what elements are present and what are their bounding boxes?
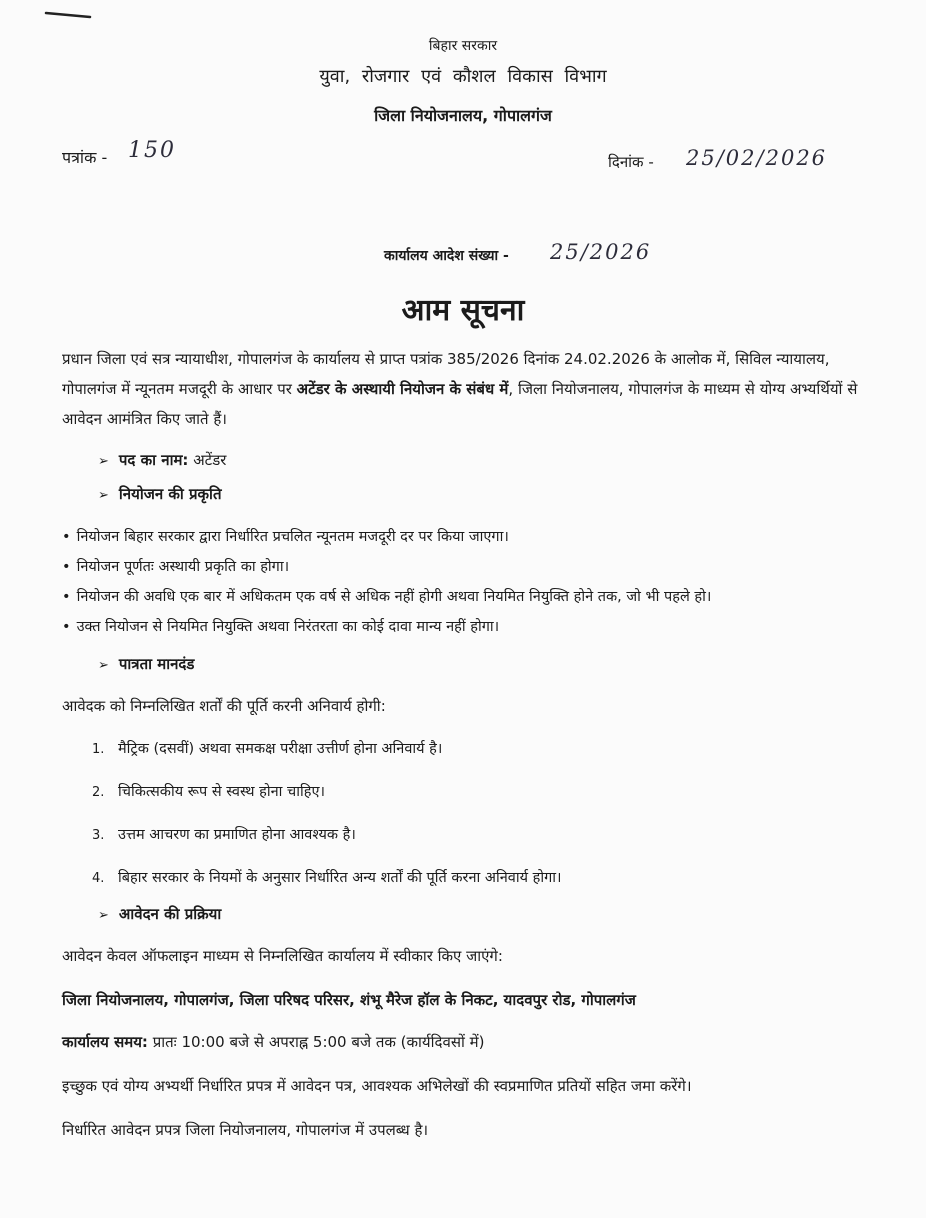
process-heading-text: आवेदन की प्रक्रिया xyxy=(118,905,222,923)
arrow-bullet-icon: ➢ xyxy=(98,908,109,923)
bullet-dot-icon: • xyxy=(62,559,71,575)
nature-heading xyxy=(98,484,222,504)
date-label: दिनांक - xyxy=(608,153,654,171)
intro-text-bold: अटेंडर के अस्थायी नियोजन के संबंध में xyxy=(296,380,509,398)
bullet-dot-icon: • xyxy=(62,529,71,545)
bullet-dot-icon: • xyxy=(62,589,71,605)
arrow-bullet-icon: ➢ xyxy=(98,488,109,503)
eligibility-intro: आवेदक को निम्नलिखित शर्तों की पूर्ति करनी अनिवार्य होगी: xyxy=(62,697,386,715)
government-name: बिहार सरकार xyxy=(428,38,498,54)
eligibility-list xyxy=(92,734,852,906)
list-item-text: नियोजन बिहार सरकार द्वारा निर्धारित प्रचलित न्यूनतम मजदूरी दर पर किया जाएगा। xyxy=(76,529,509,545)
post-name-item xyxy=(98,450,226,470)
post-label: पद का नाम: xyxy=(118,451,189,469)
intro-text-1: प्रधान जिला एवं सत्र न्यायाधीश, गोपालगंज के कार्यालय से प्राप्त पत्रांक 385/2026 दिनांक 24.02.2026 के आलोक में, सिविल न्यायालय, गोपालगंज में न्यूनतम मजदूरी के आधार पर xyxy=(62,350,830,398)
reference-label: पत्रांक - xyxy=(62,148,108,167)
bullet-dot-icon: • xyxy=(62,619,71,635)
pen-stroke-mark xyxy=(44,6,94,20)
list-item-text: चिकित्सकीय रूप से स्वस्थ होना चाहिए। xyxy=(118,784,325,800)
process-heading xyxy=(98,904,221,924)
list-item-text: नियोजन पूर्णतः अस्थायी प्रकृति का होगा। xyxy=(76,559,290,575)
reference-number: 150 xyxy=(128,138,176,163)
arrow-bullet-icon: ➢ xyxy=(98,658,109,673)
list-item xyxy=(62,612,882,642)
list-item-text: बिहार सरकार के नियमों के अनुसार निर्धारित अन्य शर्तों की पूर्ति करना अनिवार्य होगा। xyxy=(118,870,562,886)
nature-heading-text: नियोजन की प्रकृति xyxy=(118,485,222,503)
office-name: जिला नियोजनालय, गोपालगंज xyxy=(374,106,552,125)
date-value: 25/02/2026 xyxy=(686,146,828,170)
list-item-text: नियोजन की अवधि एक बार में अधिकतम एक वर्ष से अधिक नहीं होगी अथवा नियमित नियुक्ति होने तक, जो भी पहले हो। xyxy=(76,589,712,605)
eligibility-heading xyxy=(98,654,194,674)
notice-title: आम सूचना xyxy=(401,293,525,328)
office-hours xyxy=(62,1032,484,1052)
office-order-label: कार्यालय आदेश संख्या - xyxy=(384,248,509,264)
office-hours-label: कार्यालय समय: xyxy=(62,1033,148,1051)
form-availability: निर्धारित आवेदन प्रपत्र जिला नियोजनालय, गोपालगंज में उपलब्ध है। xyxy=(62,1121,429,1139)
list-item xyxy=(62,552,882,582)
list-item xyxy=(92,734,852,777)
list-item xyxy=(92,777,852,820)
intro-paragraph xyxy=(62,344,862,434)
submission-instruction: इच्छुक एवं योग्य अभ्यर्थी निर्धारित प्रपत्र में आवेदन पत्र, आवश्यक अभिलेखों की स्वप्रमाणित प्रतियों सहित जमा करेंगे। xyxy=(62,1077,692,1095)
post-value: अटेंडर xyxy=(193,451,227,469)
eligibility-heading-text: पात्रता मानदंड xyxy=(118,655,195,673)
intro-text-2: , जिला नियोजनालय, गोपालगंज के माध्यम से योग्य अभ्यर्थियों से आवेदन आमंत्रित किए जाते हैं। xyxy=(62,380,858,428)
office-hours-value: प्रातः 10:00 बजे से अपराह्न 5:00 बजे तक (कार्यदिवसों में) xyxy=(152,1033,485,1051)
list-item-text: उक्त नियोजन से नियमित नियुक्ति अथवा निरंतरता का कोई दावा मान्य नहीं होगा। xyxy=(76,619,500,635)
list-item xyxy=(92,820,852,863)
list-number: 2. xyxy=(92,785,105,800)
office-order-number: 25/2026 xyxy=(550,240,652,264)
process-intro: आवेदन केवल ऑफलाइन माध्यम से निम्नलिखित कार्यालय में स्वीकार किए जाएंगे: xyxy=(62,947,503,965)
list-item xyxy=(92,863,852,906)
office-address: जिला नियोजनालय, गोपालगंज, जिला परिषद परिसर, शंभू मैरेज हॉल के निकट, यादवपुर रोड, गोपालगंज xyxy=(62,991,636,1009)
nature-list xyxy=(62,522,882,642)
arrow-bullet-icon: ➢ xyxy=(98,454,109,469)
department-name: युवा, रोजगार एवं कौशल विकास विभाग xyxy=(319,66,607,87)
list-number: 4. xyxy=(92,871,105,886)
list-item xyxy=(62,582,882,612)
list-item-text: उत्तम आचरण का प्रमाणित होना आवश्यक है। xyxy=(118,827,356,843)
list-item-text: मैट्रिक (दसवीं) अथवा समकक्ष परीक्षा उत्तीर्ण होना अनिवार्य है। xyxy=(118,741,443,757)
list-number: 1. xyxy=(92,742,105,757)
list-item xyxy=(62,522,882,552)
list-number: 3. xyxy=(92,828,105,843)
